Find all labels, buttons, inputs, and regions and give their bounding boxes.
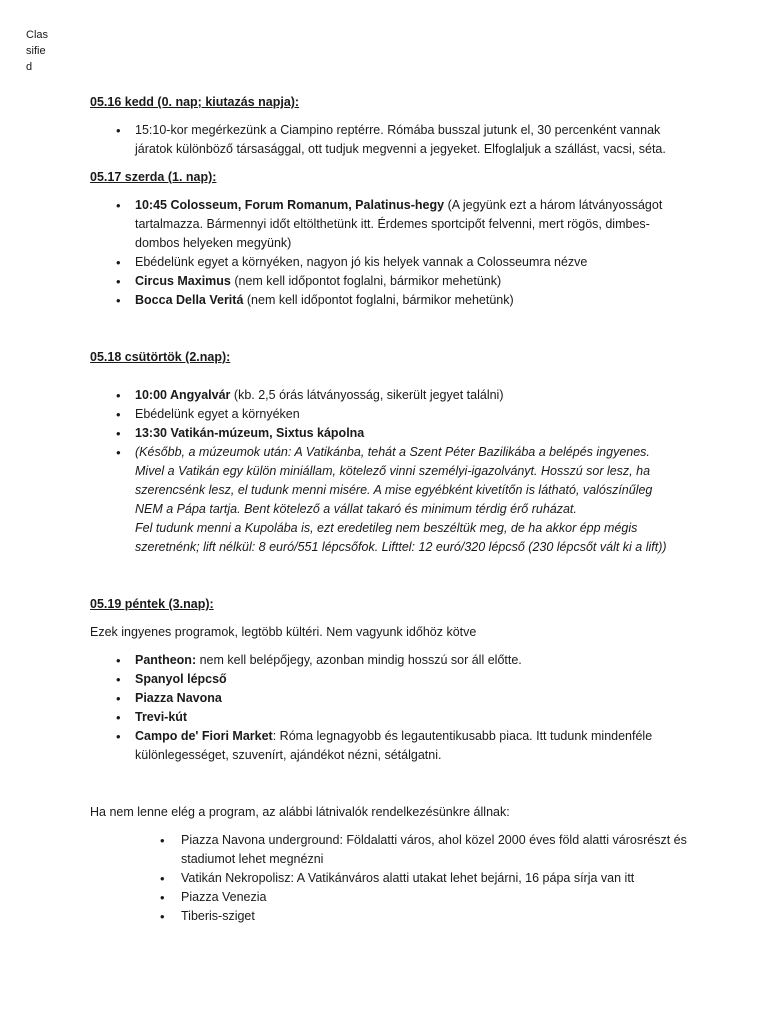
item-bold-text: Pantheon:: [135, 653, 197, 667]
document-body: [90, 93, 690, 926]
bullet-icon: •: [116, 123, 121, 138]
bullet-icon: •: [116, 710, 121, 725]
bullet-icon: •: [116, 672, 121, 687]
bullet-icon: •: [116, 426, 121, 441]
item-text: (A jegyünk ezt a három látványosságot tartalmazza. Bármennyi időt eltölthetünk itt. Érdemes sportcipőt felvenni, mert rögös, dimbes-dombos helyeken megyünk): [135, 198, 663, 250]
list-item: [90, 651, 690, 670]
item-text: (nem kell időpontot foglalni, bármikor mehetünk): [230, 274, 502, 288]
day-list-0519: [90, 651, 690, 765]
list-item: [90, 689, 690, 708]
list-item: [90, 708, 690, 727]
item-text: (nem kell időpontot foglalni, bármikor mehetünk): [243, 293, 514, 307]
item-bold-text: Campo de' Fiori Market: [135, 729, 273, 743]
item-bold-text: Circus Maximus: [135, 274, 231, 288]
note-line: NEM a Pápa tartja. Bent kötelező a vállat takaró és minimum térdig érő ruházat.: [135, 502, 577, 516]
day-list-0516: [90, 121, 690, 159]
item-bold-text: Bocca Della Veritá: [135, 293, 244, 307]
bullet-icon: •: [160, 833, 165, 848]
list-item: [90, 907, 690, 926]
extra-list: [90, 831, 690, 926]
list-item: [90, 121, 690, 159]
bullet-icon: •: [160, 909, 165, 924]
item-text: : Róma legnagyobb és legautentikusabb piaca. Itt tudunk mindenféle különlegességet, szuvenírt, ajándékot nézni, sétálgatni.: [135, 729, 653, 762]
item-bold-text: Piazza Navona: [135, 691, 222, 705]
list-item: [90, 869, 690, 888]
day-list-0517: [90, 196, 690, 310]
note-line: Mivel a Vatikán egy külön miniállam, kötelező vinni személyi-igazolványt. Hosszú sor lesz, ha: [135, 464, 651, 478]
day-heading-0517: 05.17 szerda (1. nap):: [90, 170, 217, 184]
bullet-icon: •: [116, 445, 121, 460]
item-bold-text: Spanyol lépcső: [135, 672, 227, 686]
extra-intro: Ha nem lenne elég a program, az alábbi látnivalók rendelkezésünkre állnak:: [90, 805, 510, 819]
day-heading-0519: 05.19 péntek (3.nap):: [90, 597, 214, 611]
day-intro: Ezek ingyenes programok, legtöbb kültéri. Nem vagyunk időhöz kötve: [90, 625, 477, 639]
bullet-icon: •: [160, 871, 165, 886]
note-line: szerencsénk lesz, el tudunk menni misére. A mise egyébként kivetítőn is látható, valószínűleg: [135, 483, 653, 497]
bullet-icon: •: [116, 653, 121, 668]
item-bold-text: Trevi-kút: [135, 710, 188, 724]
bullet-icon: •: [160, 890, 165, 905]
item-bold-text: 10:00 Angyalvár: [135, 388, 231, 402]
list-item: [90, 424, 690, 443]
bullet-icon: •: [116, 388, 121, 403]
item-text: Tiberis-sziget: [181, 909, 255, 923]
day-list-0518: [90, 386, 690, 557]
note-line: szeretnénk; lift nélkül: 8 euró/551 lépcsőfok. Lifttel: 12 euró/320 lépcső (230 lépcsőt vált ki a lift)): [135, 540, 667, 554]
list-item: [90, 831, 690, 869]
item-text: Piazza Venezia: [181, 890, 267, 904]
day-heading-0516: 05.16 kedd (0. nap; kiutazás napja):: [90, 95, 300, 109]
list-item: [90, 386, 690, 405]
bullet-icon: •: [116, 407, 121, 422]
item-text: Vatikán Nekropolisz: A Vatikánváros alatti utakat lehet bejárni, 16 pápa sírja van itt: [181, 871, 635, 885]
item-text: Piazza Navona underground: Földalatti város, ahol közel 2000 éves föld alatti városrészt és stadiumot lehet megnézni: [181, 833, 687, 866]
list-item: [90, 670, 690, 689]
bullet-icon: •: [116, 255, 121, 270]
list-item: [90, 888, 690, 907]
note-line: Fel tudunk menni a Kupolába is, ezt eredetileg nem beszéltük meg, de ha akkor épp mégis: [135, 521, 638, 535]
classified-label: Classified: [26, 29, 49, 73]
vatican-note: [90, 443, 690, 557]
list-item: [90, 272, 690, 291]
list-item: [90, 727, 690, 765]
list-item: [90, 196, 690, 253]
list-item: [90, 291, 690, 310]
bullet-icon: •: [116, 198, 121, 213]
item-text: Ebédelünk egyet a környéken: [135, 407, 300, 421]
item-bold-text: 10:45 Colosseum, Forum Romanum, Palatinus-hegy: [135, 198, 445, 212]
day-heading-0518: 05.18 csütörtök (2.nap):: [90, 350, 231, 364]
item-text: nem kell belépőjegy, azonban mindig hosszú sor áll előtte.: [196, 653, 522, 667]
item-text: Ebédelünk egyet a környéken, nagyon jó kis helyek vannak a Colosseumra nézve: [135, 255, 588, 269]
item-text: (kb. 2,5 órás látványosság, sikerült jegyet találni): [230, 388, 504, 402]
list-item: [90, 253, 690, 272]
list-item: [90, 405, 690, 424]
bullet-icon: •: [116, 691, 121, 706]
note-line: (Később, a múzeumok után: A Vatikánba, tehát a Szent Péter Bazilikába a belépés ingyenes.: [135, 445, 650, 459]
item-bold-text: 13:30 Vatikán-múzeum, Sixtus kápolna: [135, 426, 365, 440]
bullet-icon: •: [116, 729, 121, 744]
bullet-icon: •: [116, 293, 121, 308]
item-text: 15:10-kor megérkezünk a Ciampino reptérre. Rómába busszal jutunk el, 30 percenként vannak járatok különböző társasággal, ott tudjuk megvenni a jegyeket. Elfoglaljuk a szállást, vacsi, séta.: [135, 123, 666, 156]
bullet-icon: •: [116, 274, 121, 289]
